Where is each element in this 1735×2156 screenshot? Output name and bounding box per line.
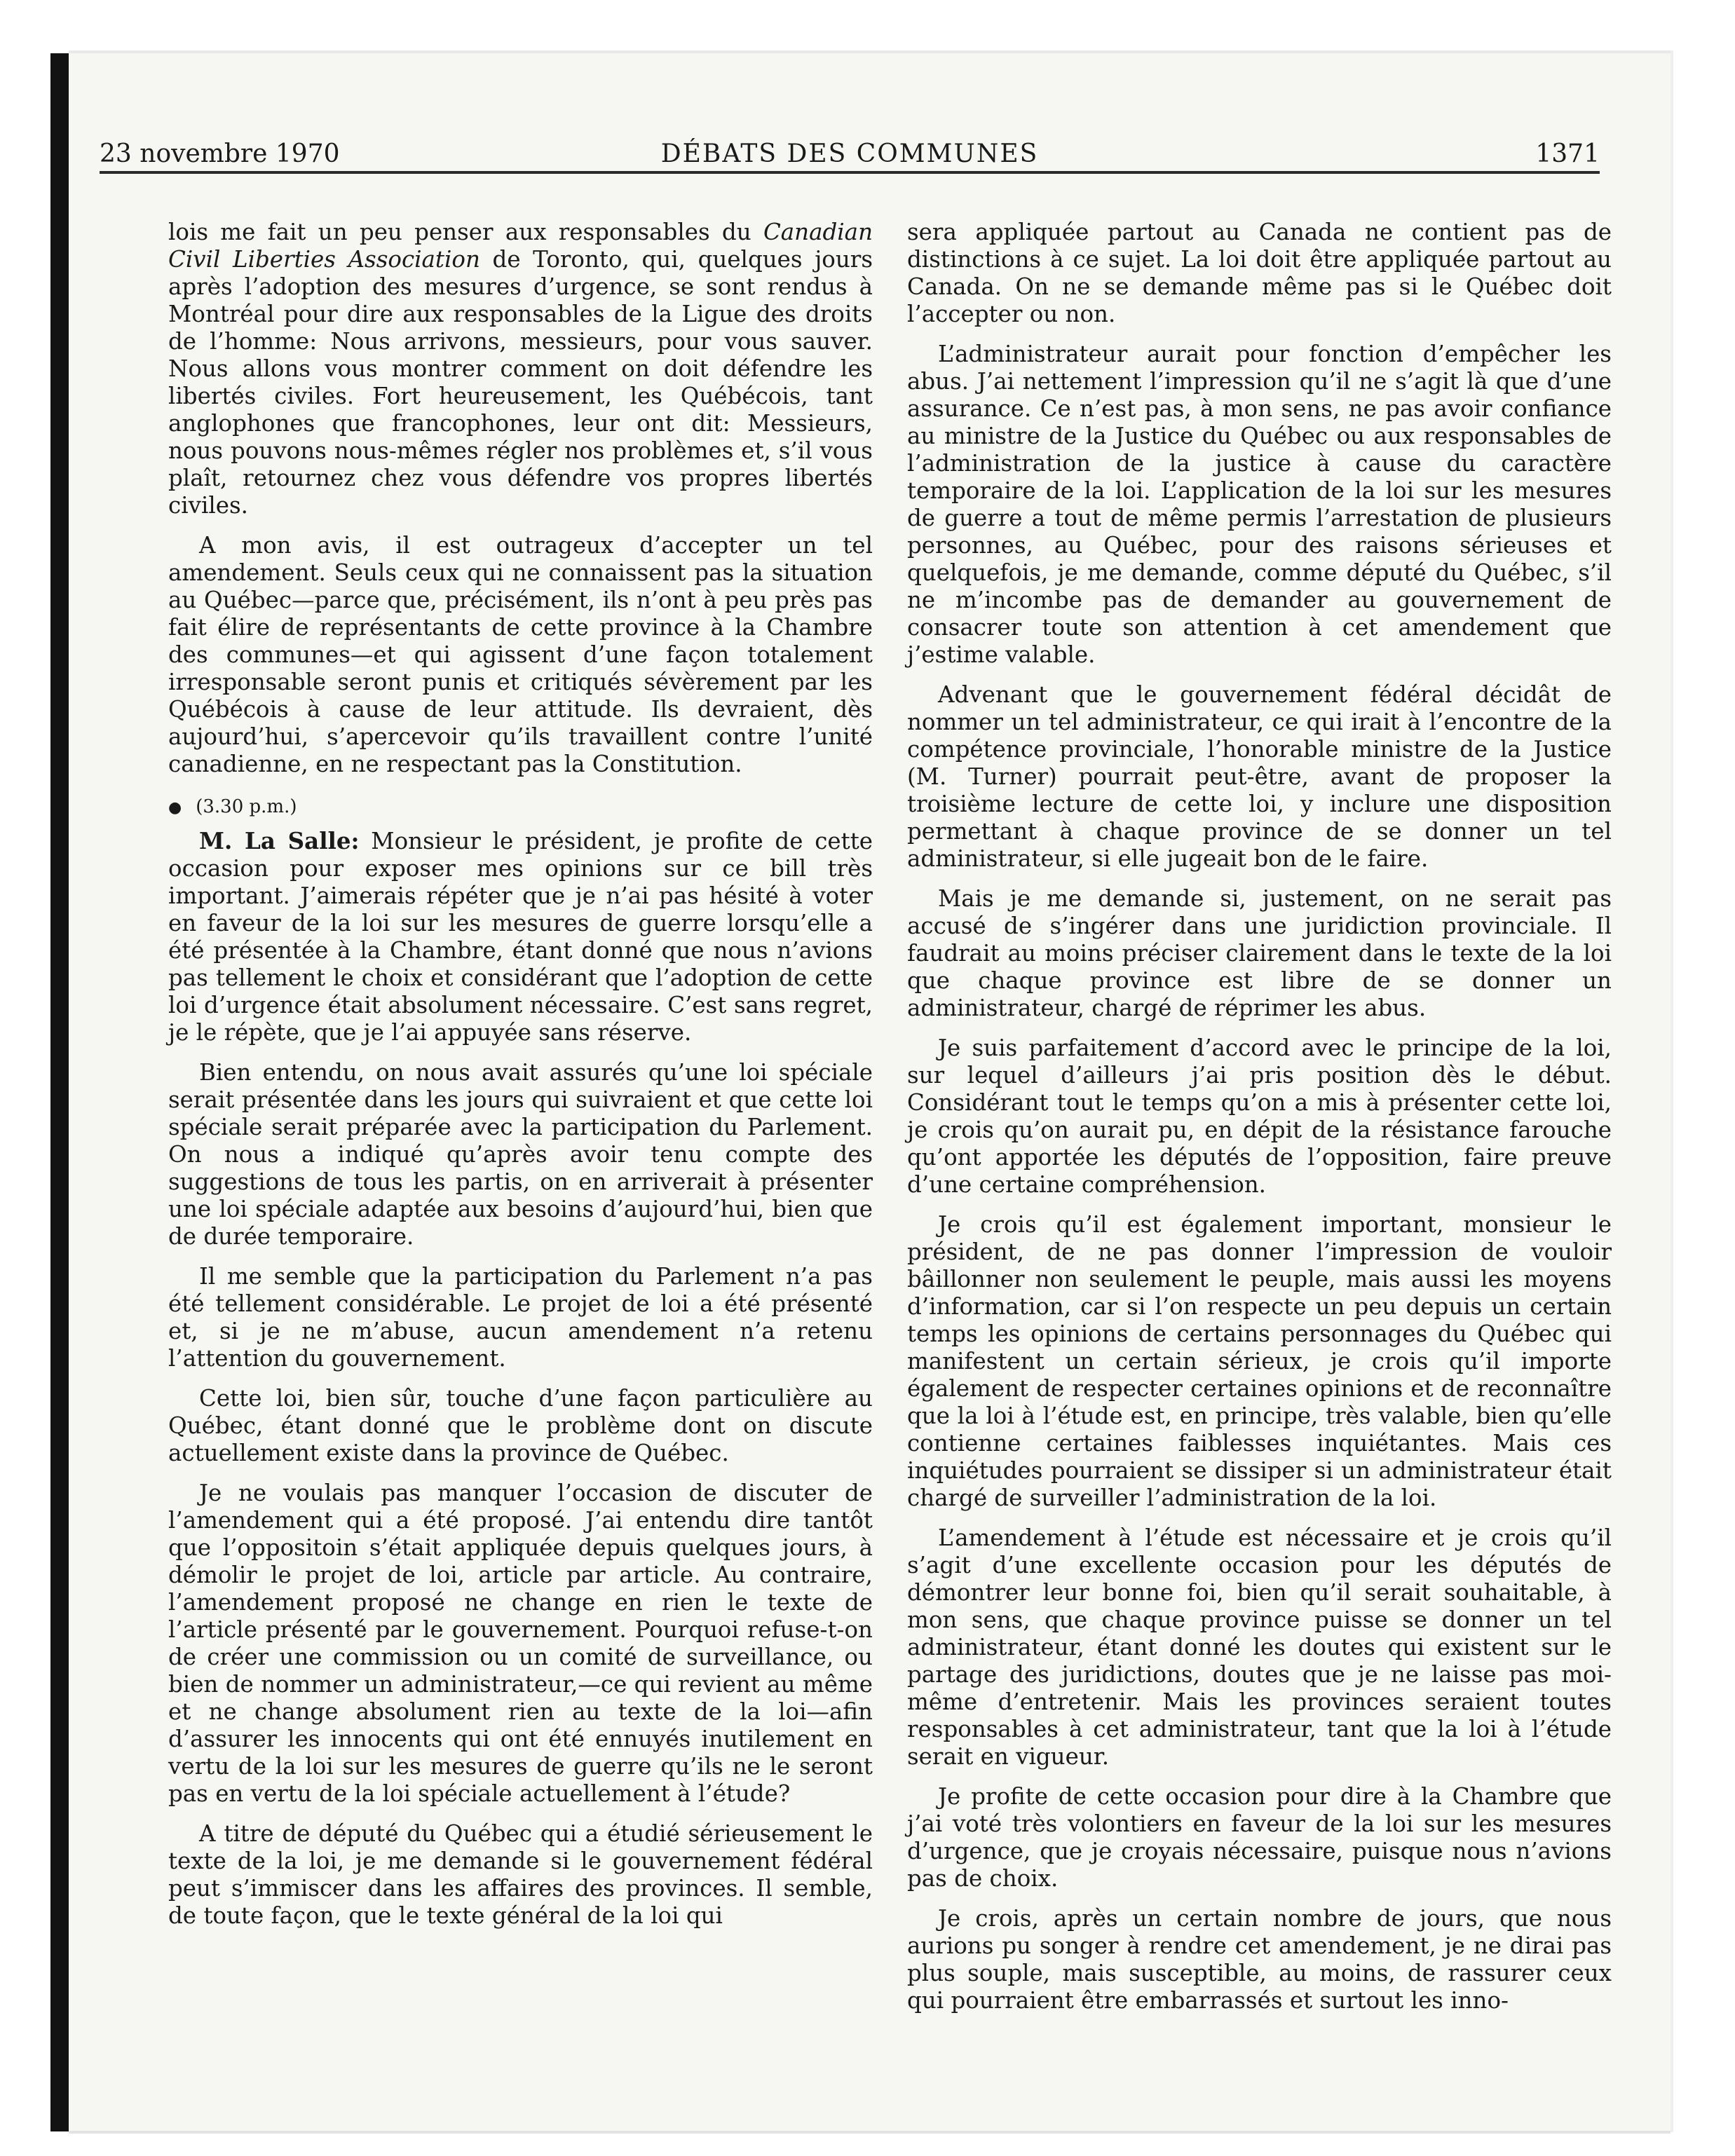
left-column	[168, 219, 873, 1942]
running-header	[100, 83, 1600, 174]
organization-name: Canadian Civil Liberties Association	[168, 219, 873, 273]
right-column	[907, 219, 1612, 2027]
paragraph: A mon avis, il est outrageux d’accepter un tel amendement. Seuls ceux qui ne connaissent pas la situation au Québec—parce que, précisément, ils n’ont à peu près pas fait élire de représentants de cette province à la Chambre des communes—et qui agissent d’une façon totalement irresponsable seront punis et critiqués sévèrement par les Québécois à cause de leur attitude. Ils devraient, dès aujourd’hui, s’apercevoir qu’ils travaillent contre l’unité canadienne, en ne respectant pas la Constitution.	[168, 532, 873, 777]
paragraph: Advenant que le gouvernement fédéral décidât de nommer un tel administrateur, ce qui irait à l’encontre de la compétence provinciale, l’honorable ministre de la Justice (M. Turner) pourrait peut-être, avant de proposer la troisième lecture de cette loi, y inclure une disposition permettant à chaque province de se donner un tel administrateur, si elle jugeait bon de le faire.	[907, 681, 1612, 872]
scan-binding-edge	[50, 53, 69, 2131]
time-note	[168, 796, 873, 819]
paragraph-text: Monsieur le président, je profite de cette occasion pour exposer mes opinions sur ce bill très important. J’aimerais répéter que je n’ai pas hésité à voter en faveur de la loi sur les mesures de guerre lorsqu’elle a été présentée à la Chambre, étant donné que nous n’avions pas tellement le choix et considérant que l’adoption de cette loi d’urgence était absolument nécessaire. C’est sans regret, je le répète, que je l’ai appuyée sans réserve.	[168, 828, 873, 1046]
paragraph: Cette loi, bien sûr, touche d’une façon particulière au Québec, étant donné que le problème dont on discute actuellement existe dans la province de Québec.	[168, 1385, 873, 1466]
paragraph: Je suis parfaitement d’accord avec le principe de la loi, sur lequel d’ailleurs j’ai pris position dès le début. Considérant tout le temps qu’on a mis à présenter cette loi, je crois qu’on aurait pu, en dépit de la résistance farouche qu’ont apportée les députés de l’opposition, faire preuve d’une certaine compréhension.	[907, 1035, 1612, 1198]
paragraph: L’amendement à l’étude est nécessaire et je crois qu’il s’agit d’une excellente occasion pour les députés de démontrer leur bonne foi, bien qu’il serait souhaitable, à mon sens, que chaque province puisse se donner un tel administrateur, étant donné les doutes qui existent sur le partage des juridictions, doutes que je ne laisse pas moi-même d’entretenir. Mais les provinces seraient toutes responsables à cet administrateur, tant que la loi à l’étude serait en vigueur.	[907, 1524, 1612, 1770]
paragraph	[168, 827, 873, 1046]
paragraph: A titre de député du Québec qui a étudié sérieusement le texte de la loi, je me demande si le gouvernement fédéral peut s’immiscer dans les affaires des provinces. Il semble, de toute façon, que le texte général de la loi qui	[168, 1820, 873, 1929]
paragraph: sera appliquée partout au Canada ne contient pas de distinctions à ce sujet. La loi doit être appliquée partout au Canada. On ne se demande même pas si le Québec doit l’accepter ou non.	[907, 219, 1612, 327]
page-number: 1371	[1535, 139, 1600, 168]
paragraph: Il me semble que la participation du Parlement n’a pas été tellement considérable. Le projet de loi a été présenté et, si je ne m’abuse, aucun amendement n’a retenu l’attention du gouvernement.	[168, 1263, 873, 1372]
scan-margin	[0, 0, 50, 2156]
bullet-icon: ●	[168, 799, 182, 817]
paragraph	[168, 219, 873, 519]
paragraph: Je crois, après un certain nombre de jours, que nous aurions pu songer à rendre cet amendement, je ne dirai pas plus souple, mais susceptible, au moins, de rassurer ceux qui pourraient être embarrassés et surtout les inno-	[907, 1905, 1612, 2014]
speaker-name: M. La Salle:	[199, 827, 360, 854]
paragraph-text: lois me fait un peu penser aux responsables du	[168, 219, 763, 245]
scan-border-right	[1671, 50, 1673, 2132]
paragraph-text: de Toronto, qui, quelques jours après l’adoption des mesures d’urgence, se sont rendus à Montréal pour dire aux responsables de la Ligue des droits de l’homme: Nous arrivons, messieurs, pour vous sauver. Nous allons vous montrer comment on doit défendre les libertés civiles. Fort heureusement, les Québécois, tant anglophones que francophones, leur ont dit: Messieurs, nous pouvons nous-mêmes régler nos problèmes et, s’il vous plaît, retournez chez vous défendre vos propres libertés civiles.	[168, 246, 873, 519]
paragraph: Je profite de cette occasion pour dire à la Chambre que j’ai voté très volontiers en faveur de la loi sur les mesures d’urgence, que je croyais nécessaire, puisque nous n’avions pas de choix.	[907, 1783, 1612, 1892]
paragraph: Je crois qu’il est également important, monsieur le président, de ne pas donner l’impression de vouloir bâillonner non seulement le peuple, mais aussi les moyens d’information, car si l’on respecte un peu depuis un certain temps les opinions de certains personnages du Québec qui manifestent un certain sérieux, je crois qu’il importe également de respecter certaines opinions et de reconnaître que la loi à l’étude est, en principe, très valable, bien qu’elle contienne certaines faiblesses inquiétantes. Mais ces inquiétudes pourraient se dissiper si un administrateur était chargé de surveiller l’administration de la loi.	[907, 1211, 1612, 1511]
scan-border-bottom	[69, 2131, 1671, 2134]
paragraph: Mais je me demande si, justement, on ne serait pas accusé de s’ingérer dans une juridiction provinciale. Il faudrait au moins préciser clairement dans le texte de la loi que chaque province est libre de se donner un administrateur, chargé de réprimer les abus.	[907, 885, 1612, 1021]
time-note-text: (3.30 p.m.)	[196, 796, 297, 817]
header-date: 23 novembre 1970	[100, 139, 340, 168]
header-title: DÉBATS DES COMMUNES	[660, 139, 1039, 168]
paragraph: Bien entendu, on nous avait assurés qu’une loi spéciale serait présentée dans les jours qui suivraient et que cette loi spéciale serait préparée avec la participation du Parlement. On nous a indiqué qu’après avoir tenu compte des suggestions de tous les partis, on en arriverait à présenter une loi spéciale adaptée aux besoins d’aujourd’hui, bien que de durée temporaire.	[168, 1059, 873, 1250]
paragraph: L’administrateur aurait pour fonction d’empêcher les abus. J’ai nettement l’impression qu’il ne s’agit là que d’une assurance. Ce n’est pas, à mon sens, ne pas avoir confiance au ministre de la Justice du Québec ou aux responsables de l’administration de la justice à cause du caractère temporaire de la loi. L’application de la loi sur les mesures de guerre a tout de même permis l’arrestation de plusieurs personnes, au Québec, pour des raisons sérieuses et quelquefois, je me demande, comme député du Québec, s’il ne m’incombe pas de demander au gouvernement de consacrer toute son attention à cet amendement que j’estime valable.	[907, 341, 1612, 668]
paragraph: Je ne voulais pas manquer l’occasion de discuter de l’amendement qui a été proposé. J’ai entendu dire tantôt que l’oppositoin s’était appliquée depuis quelques jours, à démolir le projet de loi, article par article. Au contraire, l’amendement proposé ne change en rien le texte de l’article présenté par le gouvernement. Pourquoi refuse-t-on de créer une commission ou un comité de surveillance, ou bien de nommer un administrateur,—ce qui revient au même et ne change absolument rien au texte de la loi—afin d’assurer les innocents qui ont été ennuyés inutilement en vertu de la loi sur les mesures de guerre qu’ils ne le seront pas en vertu de la loi spéciale actuellement à l’étude?	[168, 1480, 873, 1807]
